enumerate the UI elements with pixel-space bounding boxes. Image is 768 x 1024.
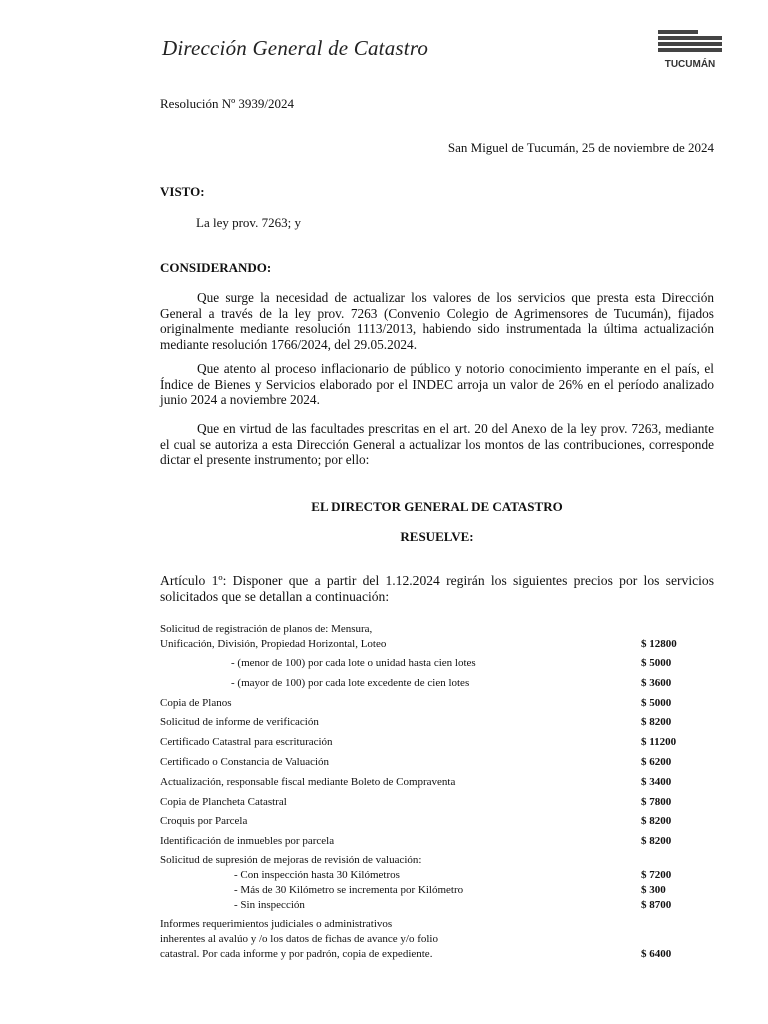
informes-price: $ 6400 — [641, 948, 672, 960]
supresion-label: Solicitud de supresión de mejoras de revisión de valuación: — [160, 854, 422, 866]
actualizacion-label: Actualización, responsable fiscal mediante Boleto de Compraventa — [160, 776, 456, 788]
logo-text: TUCUMÁN — [664, 59, 716, 70]
menor-price: $ 5000 — [641, 657, 672, 669]
plancheta-price: $ 7800 — [641, 796, 672, 808]
considerando-paragraph-1: Que surge la necesidad de actualizar los valores de los servicios que presta esta Dirección General a través de la ley prov. 7263 (Convenio Colegio de Agrimensores de Tucumán), fijados originalmente mediante resolución 1113/2013, habiendo sido instrumentada la última actualización mediante resolución 1766/2024, del 29.05.2024. — [160, 290, 714, 352]
planos-price: $ 12800 — [641, 638, 677, 650]
planos-label-line1: Solicitud de registración de planos de: Mensura, — [160, 623, 373, 635]
identificacion-price: $ 8200 — [641, 835, 672, 847]
sin-inspeccion-price: $ 8700 — [641, 899, 672, 911]
tucuman-logo-icon — [658, 30, 722, 74]
mas-30-label: - Más de 30 Kilómetro se incrementa por Kilómetro — [234, 884, 464, 896]
visto-text: La ley prov. 7263; y — [196, 215, 301, 230]
menor-label: - (menor de 100) por cada lote o unidad hasta cien lotes — [231, 657, 476, 669]
informe-verificacion-label: Solicitud de informe de verificación — [160, 716, 319, 728]
considerando-heading: CONSIDERANDO: — [160, 260, 272, 275]
resolution-number: Resolución Nº 3939/2024 — [160, 96, 295, 111]
sin-inspeccion-label: - Sin inspección — [234, 899, 305, 911]
mas-30-price: $ 300 — [641, 884, 666, 896]
certificado-catastral-label: Certificado Catastral para escrituración — [160, 736, 333, 748]
informe-verificacion-price: $ 8200 — [641, 716, 672, 728]
certificado-valuacion-price: $ 6200 — [641, 756, 672, 768]
con-inspeccion-price: $ 7200 — [641, 869, 672, 881]
informes-label-line1: Informes requerimientos judiciales o administrativos — [160, 918, 393, 930]
con-inspeccion-label: - Con inspección hasta 30 Kilómetros — [234, 869, 400, 881]
mayor-label: - (mayor de 100) por cada lote excedente de cien lotes — [231, 677, 470, 689]
considerando-paragraph-3: Que en virtud de las facultades prescritas en el art. 20 del Anexo de la ley prov. 7263, mediante el cual se autoriza a esta Dirección General a actualizar los montos de las contribuciones, corresponde dictar el presente instrumento; por ello: — [160, 421, 714, 467]
certificado-valuacion-label: Certificado o Constancia de Valuación — [160, 756, 330, 768]
director-heading: EL DIRECTOR GENERAL DE CATASTRO — [311, 499, 563, 514]
resuelve-heading: RESUELVE: — [400, 529, 474, 544]
header-title: Dirección General de Catastro — [162, 36, 429, 60]
identificacion-label: Identificación de inmuebles por parcela — [160, 835, 335, 847]
croquis-price: $ 8200 — [641, 815, 672, 827]
date-line: San Miguel de Tucumán, 25 de noviembre de 2024 — [447, 140, 714, 155]
croquis-label: Croquis por Parcela — [160, 815, 248, 827]
actualizacion-price: $ 3400 — [641, 776, 672, 788]
visto-heading: VISTO: — [160, 184, 205, 199]
considerando-paragraph-2: Que atento al proceso inflacionario de público y notorio conocimiento imperante en el país, el Índice de Bienes y Servicios elaborado por el INDEC arroja un valor de 26% en el período analizado junio 2024 a noviembre 2024. — [160, 361, 714, 407]
copia-planos-price: $ 5000 — [641, 697, 672, 709]
copia-planos-label: Copia de Planos — [160, 697, 232, 709]
planos-label-line2: Unificación, División, Propiedad Horizontal, Loteo — [160, 638, 387, 650]
informes-label-line2: inherentes al avalúo y /o los datos de fichas de avance y/o folio — [160, 933, 438, 945]
articulo-1: Artículo 1º: Disponer que a partir del 1.12.2024 regirán los siguientes precios por los servicios solicitados que se detallan a continuación: — [160, 573, 714, 604]
certificado-catastral-price: $ 11200 — [641, 736, 677, 748]
informes-label-line3: catastral. Por cada informe y por padrón, copia de expediente. — [160, 948, 433, 960]
plancheta-label: Copia de Plancheta Catastral — [160, 796, 287, 808]
mayor-price: $ 3600 — [641, 677, 672, 689]
